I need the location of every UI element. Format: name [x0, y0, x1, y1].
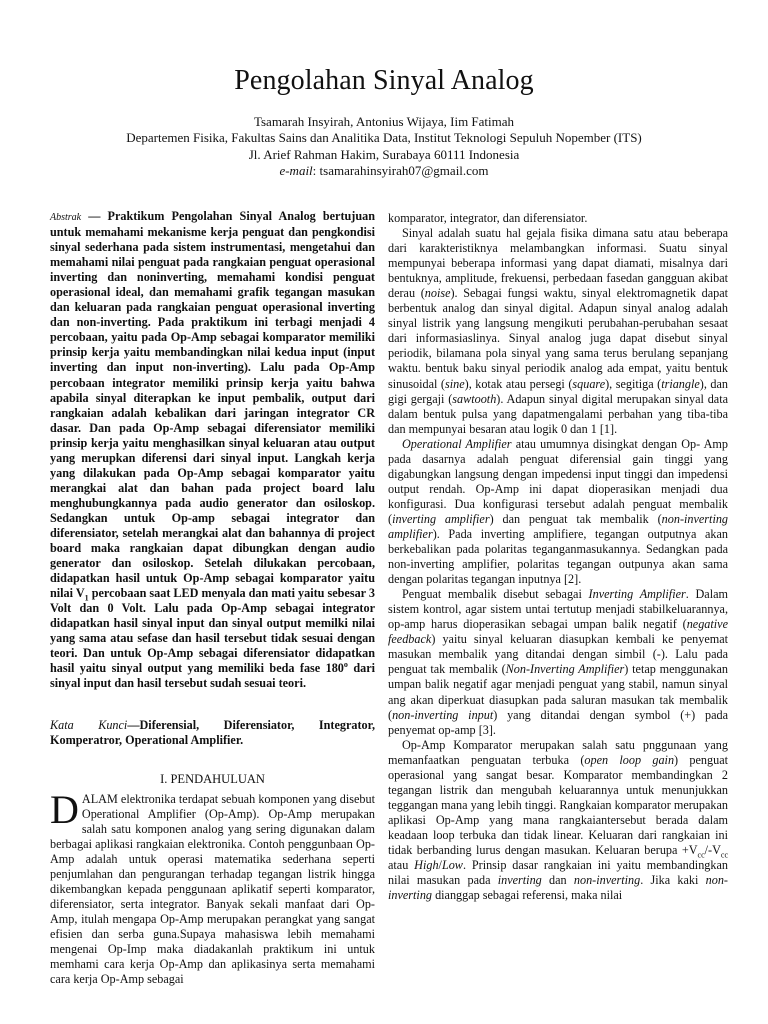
abstract-subscript: 1 [84, 593, 89, 603]
p4-italic-high: High [414, 858, 439, 873]
p4-text-m: . Jika kaki [640, 873, 706, 888]
p4-italic-open-loop-gain: open loop gain [584, 752, 675, 767]
p2-italic-operational-amplifier: Operational Amplifier [402, 436, 512, 451]
continuation-text: komparator, integrator, dan diferensiator. [388, 211, 588, 225]
p1-italic-sawtooth: sawtooth [452, 391, 497, 406]
right-column [388, 211, 728, 903]
email-label: e-mail [279, 163, 313, 178]
p1-text-i: ), dan gigi gergaji ( [388, 376, 729, 406]
abstract-label: Abstrak [50, 212, 82, 223]
paper-title: Pengolahan Sinyal Analog [234, 65, 534, 96]
p1-text-k: ). Adapun sinyal digital merupakan sinyal data dalam bentuk pulsa yang dapatmengalami perbahan yang tiba-tiba dan mempunyai besaran atau logik 0 dan 1 [1]. [388, 391, 728, 436]
p1-text-c: ). Sebagai fungsi waktu, sinyal elektromagnetik dapat berbentuk analog dan sinyal digital. Adapun sinyal analog adalah sinyal listrik yang langsung mengikuti perubahan-perubahan sesaat dari informasiaslinya. Sinyal analog juga dapat disebut sinyal periodik, bilamana pola sinyal yang sama terus berulang sepanjang waktu. bentuk baku sinyal periodik analog ada empat, yaitu bentuk sinusoidal ( [388, 286, 728, 391]
introduction-text: ALAM elektronika terdapat sebuah komponen yang disebut Operational Amplifier (Op-Amp). Op-Amp merupakan salah satu komponen analog yang sering digunakan dalam berbagai aplikasi rangkaian elektronika. Contoh penggunbaan Op-Amp adalah untuk operasi matematika sederhana seperti penjumlahan dan pengurangan terhadap tegangan listrik hingga dikembangkan kepada penggunaan aplikatif seperti komparator, diferensiator, serta integrator. Banyak sekali manfaat dari Op-Amp, itulah mengapa Op-Amp merupakan perangkat yang sangat efisien dan serba guna.Supaya mahasiswa lebih memahami mengenai Op-Imp maka diadakanlah praktikum ini untuk memhami cara kerja Op-Amp dan aplikasinya serta memahami cara kerja Op-Amp sebagai [50, 791, 375, 987]
p1-italic-sine: sine [445, 376, 465, 391]
section-heading-introduction: I. PENDAHULUAN [160, 771, 265, 786]
p3-text-a: Penguat membalik disebut sebagai [402, 587, 589, 602]
abstract-dash: — [81, 209, 108, 223]
drop-cap: D [50, 786, 79, 832]
keywords-label: Kata Kunci [50, 717, 128, 732]
p3-text-e: ) yaitu sinyal keluaran diasupkan kembali ke penyemat masukan membalik yang ditandai dengan simbil (-). Lalu pada penguat tak membalik ( [388, 632, 728, 677]
paragraph-inverting [388, 587, 728, 737]
keywords-dash: — [127, 717, 140, 732]
p3-italic-non-inverting-amplifier: Non-Inverting Amplifier [505, 662, 625, 677]
p2-text-d: ) dan penguat tak membalik ( [489, 511, 662, 526]
abstract-text-1: Praktikum Pengolahan Sinyal Analog bertujuan untuk memahami mekanisme kerja penguat dan pengkondisi sinyal sederhana pada sistem instrumentasi, mengetahui dan memahami nilai penguat pada rangkaian penguat operasional inverting dan noninverting, memahami kondisi penguat operasional ideal, dan memahami grafik tegangan masukan dan keluaran pada rangkaian penguat operasional inverting dan non-inverting. Pada praktikum ini terbagi menjadi 4 percobaan, yaitu pada Op-Amp sebagai komparator memiliki prinsip kerja yaitu membandingkan nilai kedua input (input inverting dan input non-inverting). Lalu pada Op-Amp percobaan integrator memiliki prinsip kerja yaitu bahwa apabila sinyal diterapkan ke input pembalik, output dari rangkaian adalah kebalikan dari jaringan integrator CR dasar. Dan pada Op-Amp sebagai diferensiator memiliki prinsip kerja yaitu menghasilkan sinyal keluaran atau output yang merupkan diferensi dari sinyal input. Langkah kerja yang dilakukan pada Op-Amp sebagai komparator yaitu merangkai alat dan bahan pada project board lalu menghubungkannya pada audio generator dan osiloskop. Sedangkan untuk Op-amp sebagai integrator dan diferensiator, setelah merangkai alat dan bahannya di project board maka rangkaian dapat dibungkan dengan audio generator dan osiloskop. Setelah dilukakan percobaan, didapatkan hasil untuk Op-Amp sebagai komparator yaitu nilai V [50, 209, 376, 601]
p1-italic-square: square [572, 376, 606, 391]
abstract [50, 209, 375, 692]
p1-text-e: ), kotak atau persegi ( [464, 376, 573, 391]
p1-italic-triangle: triangle [661, 376, 700, 391]
p4-text-a: Op-Amp Komparator merupakan salah satu pnggunaan yang memanfaatkan penguatan terbuka ( [388, 737, 728, 767]
abstract-text-3: dari sinyal input dan hasil tersebut sudah sesuai teori. [50, 661, 375, 691]
p4-text-o: dianggap sebagai referensi, maka nilai [432, 888, 623, 903]
p4-text-g: / [438, 858, 442, 873]
p1-italic-noise: noise [424, 286, 451, 301]
keywords-text: Diferensial, Diferensiator, Integrator, Komperatror, Operational Amplifier. [50, 717, 375, 747]
p4-text-i: . Prinsip dasar rangkaian ini yaitu membandingkan nilai masukan pada [388, 858, 728, 888]
address: Jl. Arief Rahman Hakim, Surabaya 60111 Indonesia [248, 147, 520, 162]
introduction-paragraph [50, 786, 375, 988]
degree-superscript: o [343, 660, 348, 670]
p3-text-g: ) tetap menggunakan umpan balik negatif agar menjadi penguat yang stabil, namun sinyal ang akan diperkuat diasupkan pada saluran masukan tak membalik ( [388, 662, 728, 722]
p2-italic-non-inverting-amplifier: non-inverting amplifier [388, 511, 729, 541]
p1-text-g: ), segitiga ( [605, 376, 662, 391]
p1-text-a: Sinyal adalah suatu hal gejala fisika dimana satu atau beberapa dari karakteristiknya melambangkan informasi. Suatu sinyal mempunyai beberapa informasi yang dapat diamati, misalnya dari bentuknya, amplitude, frekuensi, perbedaan fasedan gangguan akibat derau ( [388, 226, 728, 301]
author-list: Tsamarah Insyirah, Antonius Wijaya, Iim Fatimah [253, 114, 515, 129]
p4-subscript-cc-1: cc [697, 850, 705, 860]
left-column [50, 209, 375, 987]
affiliation: Departemen Fisika, Fakultas Sains dan Analitika Data, Institut Teknologi Sepuluh Nopember (ITS) [126, 130, 642, 145]
email-line [0, 163, 768, 179]
email-address[interactable]: : tsamarahinsyirah07@gmail.com [312, 163, 489, 178]
p3-italic-inverting-amplifier: Inverting Amplifier [588, 587, 686, 602]
p3-italic-non-inverting-input: non-inverting input [392, 707, 494, 722]
p3-italic-negative-feedback: negative feedback [388, 617, 728, 647]
p2-text-f: ). Pada inverting amplifiere, tegangan outputnya akan berkebalikan pada polaritas teganganmasukannya. Sedangkan pada non-inverting amplifier, polaritas tegangan outpunya akan sama dengan polaritas tegangan inputnya [2]. [388, 526, 728, 587]
p4-italic-low: Low [441, 858, 463, 873]
keywords [50, 718, 375, 748]
p4-subscript-cc-2: cc [720, 850, 728, 860]
paragraph-signal [388, 226, 728, 437]
p4-text-e: atau [388, 858, 415, 873]
abstract-text-2: percobaan saat LED menyala dan mati yaitu sebesar 3 Volt dan 0 Volt. Lalu pada Op-Amp sebagai integrator didapatkan hasil sinyal input dan sinyal output memilki nilai yang sama atau sefase dan hasil tersebut tidak sesuai dengan teori. Dan untuk Op-Amp sebagai diferensiator didapatkan hasil yaitu sinyal output yang memiliki beda fase 180 [50, 586, 375, 676]
p4-text-d: /-V [704, 842, 721, 857]
p4-italic-inverting: inverting [497, 873, 542, 888]
p4-text-c: ) penguat operasional yang sangat besar. Komparator membandingkan 2 tegangan listrik dan mengubah keluarannya untuk menunjukkan teggangan mana yang lebih tinggi. Rangkaian komparator merupakan aplikasi Op-Amp yang mana rangkaiantersebut berada dalam keadaan loop terbuka dan tidak linear. Keluaran dari rangkaian ini tidak berbanding lurus dengan masukan. Keluaran berupa +V [388, 752, 729, 857]
p4-text-k: dan [541, 873, 574, 888]
paragraph-comparator [388, 738, 728, 904]
p3-text-i: ) yang ditandai dengan symbol (+) pada penyemat op-amp [3]. [388, 707, 728, 737]
p2-italic-inverting-amplifier: inverting amplifier [392, 511, 490, 526]
p4-italic-non-inverting: non-inverting [573, 873, 641, 888]
p4-italic-non-inverting-2: non-inverting [388, 873, 728, 903]
p2-text-b: atau umumnya disingkat dengan Op- Amp pada dasarnya adalah penguat diferensial gain tinggi yang digabungkan langsung dengan impedensi input tinggi dan impedensi output rendah. Op-Amp ini dapat dioperasikan menjadi dua konfigurasi. Dua konfigurasi tersebut adalah penguat membalik ( [388, 436, 728, 526]
paragraph-op-amp [388, 437, 728, 587]
p3-text-c: . Dalam sistem kontrol, agar sistem untai tertutup menjadi stabilkeluarannya, op-amp harus dioperasikan sebagai umpan balik negatif ( [388, 587, 728, 632]
